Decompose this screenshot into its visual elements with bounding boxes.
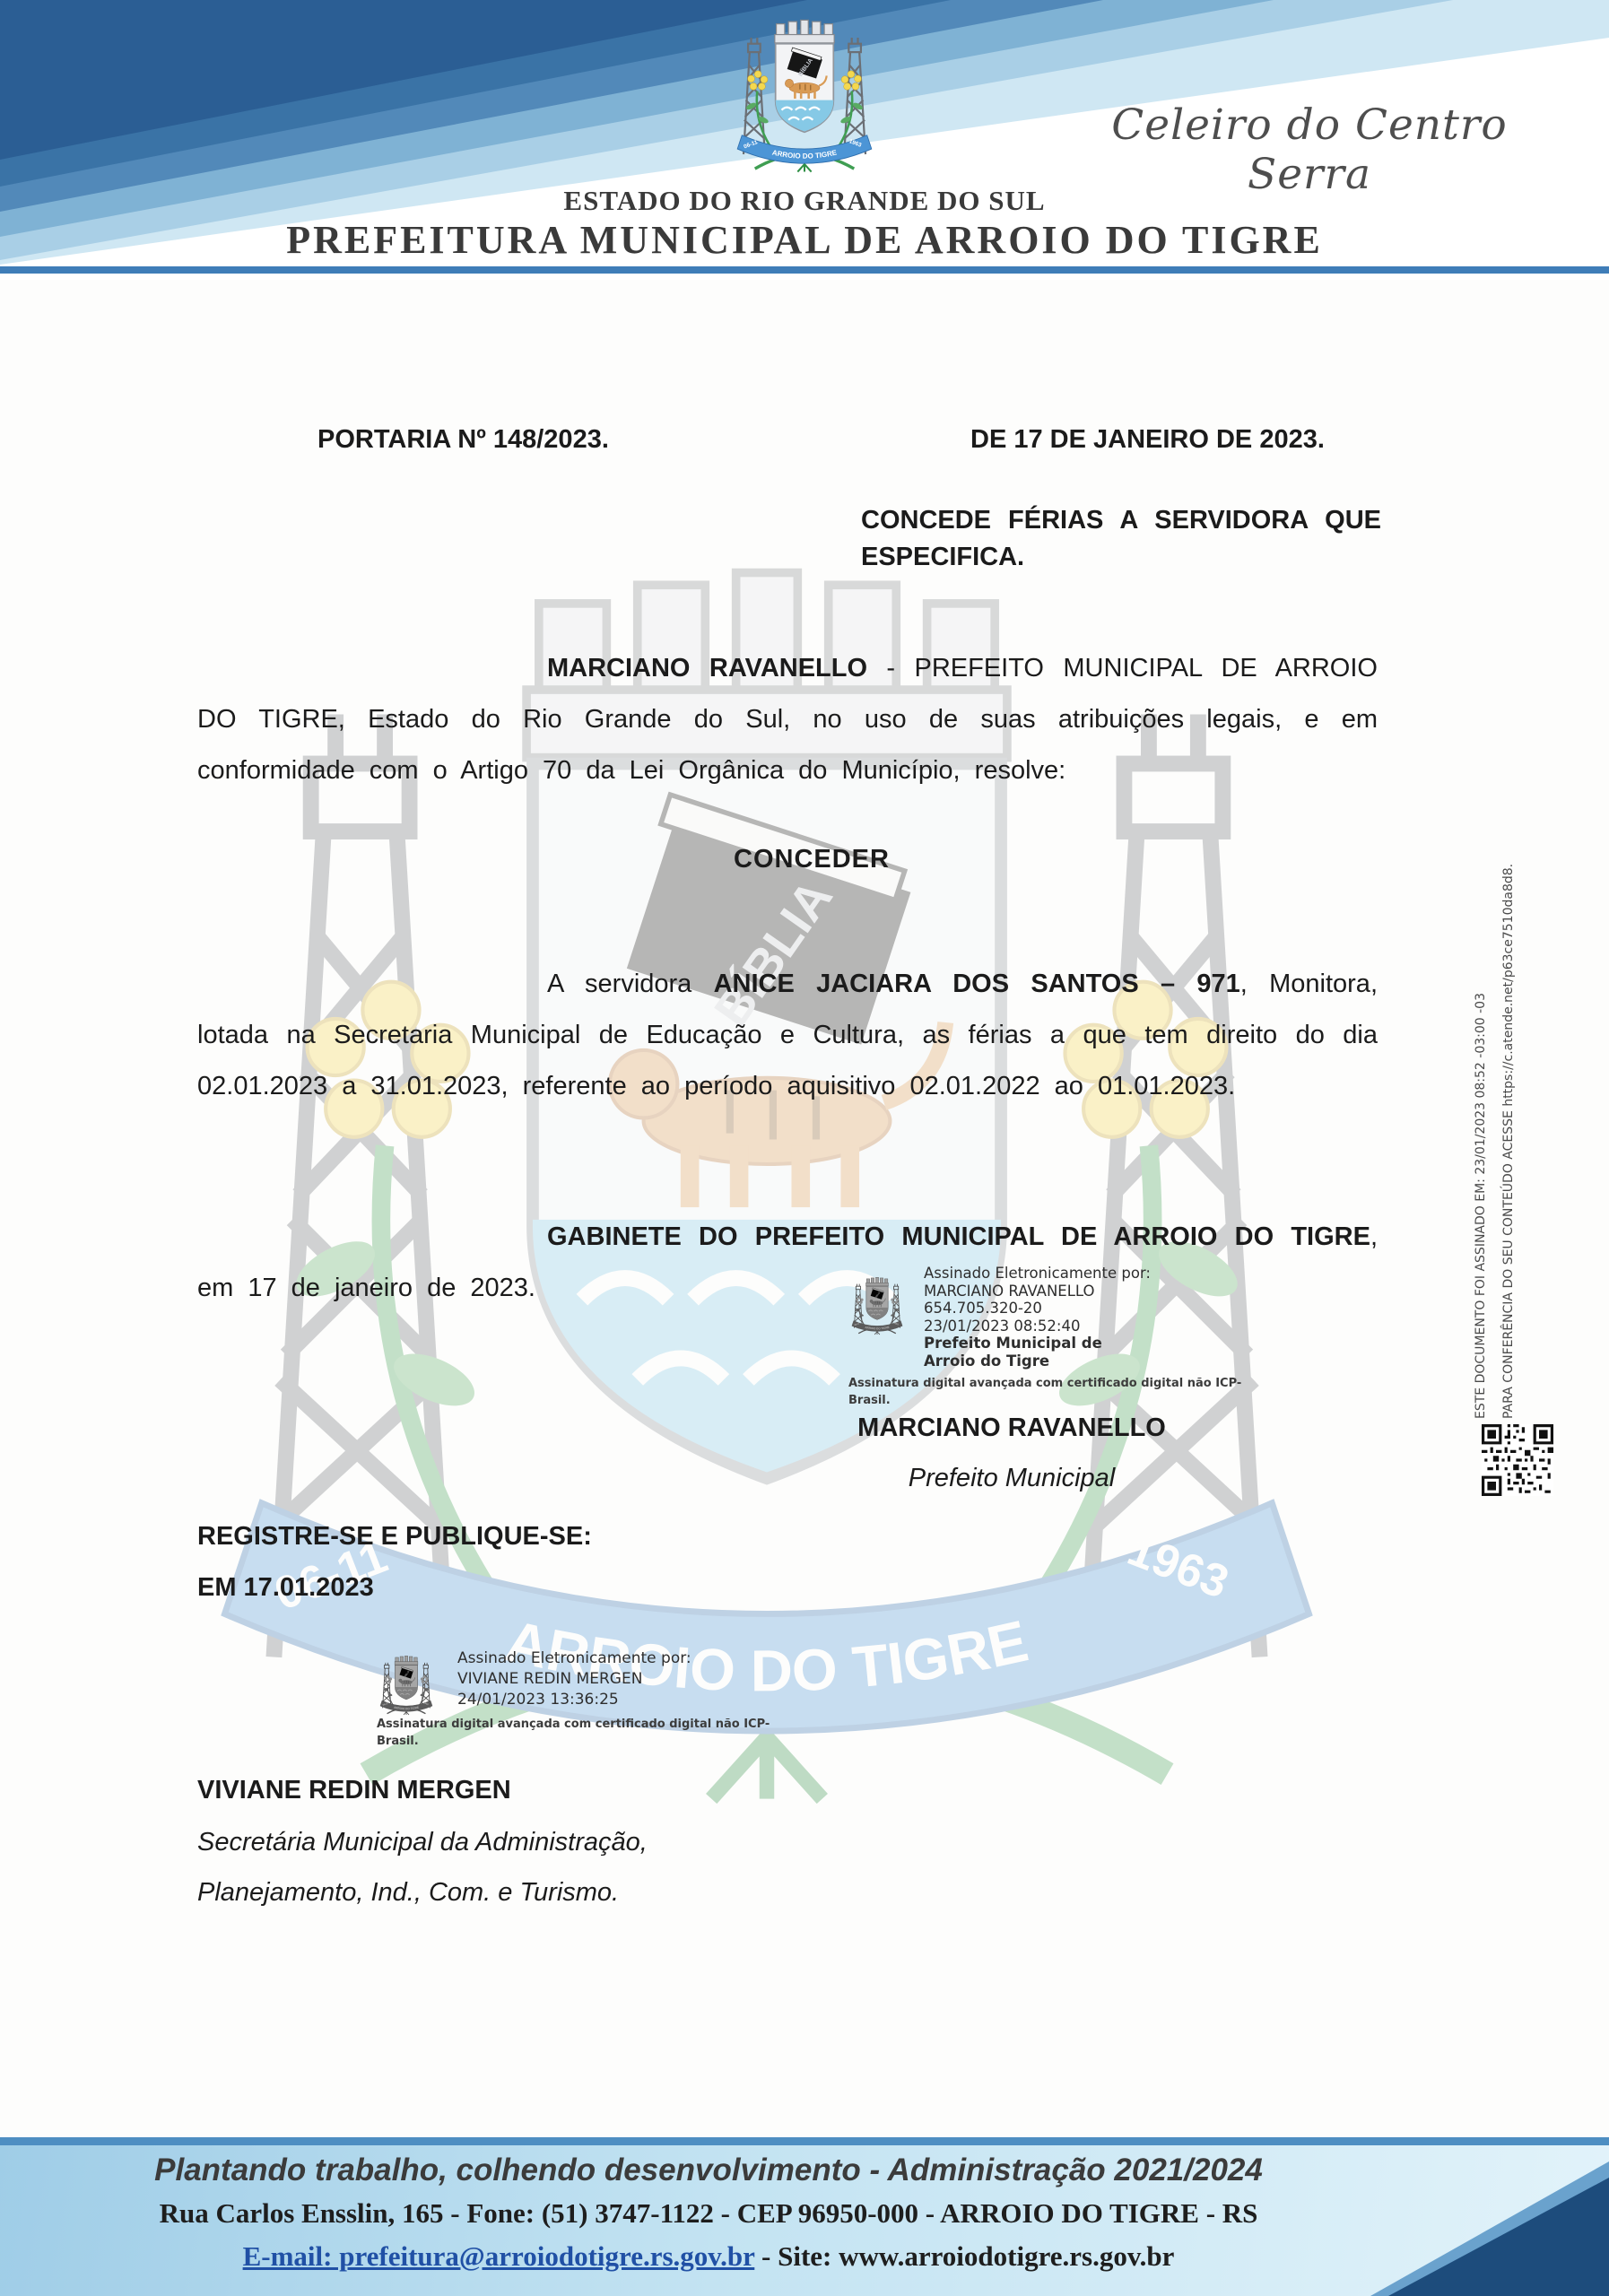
stamp-role-line2: Arroio do Tigre [924, 1352, 1050, 1370]
portaria-heading-row [0, 414, 1609, 468]
portaria-number: PORTARIA Nº 148/2023. [317, 425, 609, 454]
secretary-printed-name: VIVIANE REDIN MERGEN [197, 1776, 511, 1805]
secretary-role-line2: Planejamento, Ind., Com. e Turismo. [197, 1878, 620, 1907]
subject-summary: CONCEDE FÉRIAS A SERVIDORA QUE ESPECIFICA. [861, 506, 1381, 571]
secretary-role-line1: Secretária Municipal da Administração, [197, 1828, 648, 1857]
stamp-datetime: 23/01/2023 08:52:40 [924, 1317, 1081, 1335]
footer-contact-line [0, 2240, 1417, 2273]
stamp-role-line1: Prefeito Municipal de [924, 1335, 1102, 1352]
stamp-signer-cpf: 654.705.320-20 [924, 1300, 1042, 1317]
footer [0, 2135, 1609, 2296]
signature-timestamp-vertical: ESTE DOCUMENTO FOI ASSINADO EM: 23/01/2023 08:52 -03:00 -03 [1474, 993, 1488, 1419]
footer-address: Rua Carlos Ensslin, 165 - Fone: (51) 3747-1122 - CEP 96950-000 - ARROIO DO TIGRE - RS [159, 2197, 1258, 2229]
state-line: ESTADO DO RIO GRANDE DO SUL [563, 185, 1046, 216]
municipality-title: PREFEITURA MUNICIPAL DE ARROIO DO TIGRE [286, 218, 1323, 262]
preamble-paragraph [197, 643, 1378, 796]
resolve-heading: CONCEDER [734, 845, 890, 874]
closing-date-text: , em 17 de janeiro de 2023. [197, 1222, 1378, 1302]
verification-url-vertical: PARA CONFERÊNCIA DO SEU CONTEÚDO ACESSE https://c.atende.net/p63ce7510da8d8. [1501, 863, 1516, 1419]
signed-by-label: Assinado Eletronicamente por: [457, 1649, 691, 1667]
mayor-signature-stamp [848, 1265, 1387, 1409]
cabinet-line: GABINETE DO PREFEITO MUNICIPAL DE ARROIO DO TIGRE [547, 1222, 1370, 1251]
portaria-date: DE 17 DE JANEIRO DE 2023. [970, 425, 1325, 454]
grant-text: , Monitora, lotada na Secretaria Municipal de Educação e Cultura, as férias a que tem direito do dia 02.01.2023 a 31.01.2023, referente ao período aquisitivo 02.01.2022 ao 01.01.2023. [197, 970, 1378, 1100]
signed-by-label: Assinado Eletronicamente por: [924, 1265, 1151, 1282]
mayor-name-inline: MARCIANO RAVANELLO [547, 654, 868, 683]
mayor-printed-name: MARCIANO RAVANELLO [857, 1413, 1166, 1442]
stamp-signer-name: VIVIANE REDIN MERGEN [457, 1670, 643, 1688]
register-date-line: EM 17.01.2023 [197, 1573, 374, 1602]
qr-code [1482, 1424, 1553, 1496]
grant-prefix: A servidora [547, 970, 714, 998]
stamp-disclaimer: Assinatura digital avançada com certificado digital não ICP-Brasil. [848, 1377, 1242, 1407]
stamp-disclaimer: Assinatura digital avançada com certificado digital não ICP-Brasil. [377, 1718, 770, 1748]
footer-email-link: E-mail: prefeitura@arroiodotigre.rs.gov.br [242, 2240, 755, 2272]
stamp-crest-icon [377, 1650, 436, 1718]
secretary-signature-stamp [377, 1643, 879, 1750]
motto-script: Celeiro do Centro Serra [1111, 100, 1508, 199]
municipal-crest [728, 5, 881, 181]
mayor-stamp-text [924, 1265, 1387, 1370]
register-publish-line: REGISTRE-SE E PUBLIQUE-SE: [197, 1522, 592, 1551]
stamp-signer-name: MARCIANO RAVANELLO [924, 1282, 1095, 1300]
stamp-crest-icon [848, 1272, 906, 1338]
footer-slogan: Plantando trabalho, colhendo desenvolvimento - Administração 2021/2024 [154, 2152, 1263, 2187]
mayor-printed-role: Prefeito Municipal [908, 1464, 1116, 1492]
secretary-stamp-text [457, 1643, 879, 1710]
servant-name: ANICE JACIARA DOS SANTOS – 971 [713, 970, 1240, 998]
footer-site-text: - Site: www.arroiodotigre.rs.gov.br [754, 2240, 1175, 2272]
grant-paragraph [197, 959, 1378, 1112]
stamp-datetime: 24/01/2023 13:36:25 [457, 1691, 619, 1709]
preamble-text: - PREFEITO MUNICIPAL DE ARROIO DO TIGRE, Estado do Rio Grande do Sul, no uso de suas atribuições legais, e em conformidade com o Artigo 70 da Lei Orgânica do Município, resolve: [197, 654, 1378, 785]
